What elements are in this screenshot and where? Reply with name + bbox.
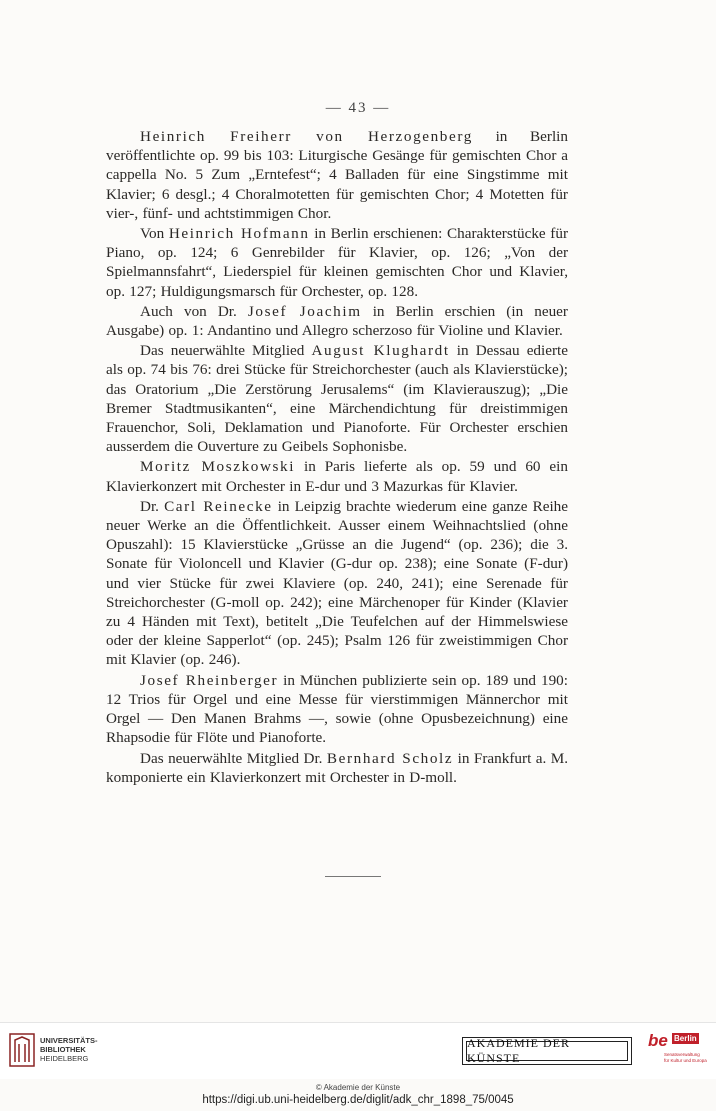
bm-logo-subtitle [664,1052,710,1063]
spaced-name: Carl Reinecke [164,497,273,515]
paragraph [106,749,568,787]
bm-logo-subtitle-line: für Kultur und Europa [664,1057,707,1063]
text-run: in Frankfurt a. M. komponierte ein Klavierkonzert mit Orchester in D-moll. [106,749,569,786]
text-run: in Dessau edierte als op. 74 bis 76: drei Stücke für Streichorchester (auch als Klavierstücke); das Oratorium „Die Zerstörung Jerusalems“ (im Klavierauszug); „Die Bremer Stadtmusikanten“, eine Märchendichtung für dreistimmigen Frauenchor, Soli, Deklamation und Pianoforte. Für Orchester erschien ausserdem die Ouverture zu Geibels Sophonisbe. [106,342,569,456]
bm-logo-be: be [648,1031,668,1050]
spaced-name: Heinrich Hofmann [168,225,310,243]
bm-logo-subtitle-line: Senatsverwaltung [664,1052,700,1057]
spaced-name: August Klughardt [311,342,450,360]
academy-label: AKADEMIE DER KÜNSTE [466,1041,628,1061]
senate-logo-link[interactable] [648,1031,710,1071]
page-number: — 43 — [325,100,391,116]
spaced-name: Bernhard Scholz [326,749,454,767]
paragraph [106,671,568,748]
library-name-line: HEIDELBERG [40,1054,89,1063]
text-run: Das neuerwählte Mitglied Dr. [140,749,327,767]
permalink-url[interactable]: https://digi.ub.uni-heidelberg.de/diglit/adk_chr_1898_75/0045 [202,1094,514,1106]
library-name-line: UNIVERSITÄTS- [40,1036,98,1045]
university-library-name [40,1036,98,1063]
text-run: Von [140,225,169,243]
paragraph [106,224,568,301]
text-run: Das neuerwählte Mitglied [140,342,312,360]
bm-logo-berlin: Berlin [674,1034,697,1043]
text-run: in Paris lieferte als op. 59 und 60 ein Klavierkonzert mit Orchester in E-dur und 3 Mazurkas für Klavier. [106,458,568,495]
paragraph [106,341,568,456]
text-run: in Leipzig brachte wiederum eine ganze Reihe neuer Werke an die Öffentlichkeit. Ausser einem Weihnachtslied (ohne Opuszahl): 15 Klavierstücke „Grüsse an die Jugend“ (op. 236); die 3. Sonate für Violoncell und Klavier (G-dur op. 238); eine Sonate (F-dur) und vier Stücke für zwei Klaviere (op. 240, 241); eine Serenade für Streichorchester (G-moll op. 242); eine Märchenoper für Kinder (Klavier zu 4 Händen mit Text), betitelt „Die Teufelchen auf der Himmelswiese oder der kleine Sapperlot“ (op. 245); Psalm 126 für zweistimmigen Chor mit Klavier (op. 246). [106,497,569,669]
university-library-logo-icon [8,1032,36,1068]
text-run: in Berlin erschienen: Charakterstücke für Piano, op. 124; 6 Genrebilder für Klavier, op. 126; „Von der Spielmannsfahrt“, Liederspiel für kleinen gemischten Chor und Klavier, op. 127; Huldigungsmarsch für Orchester, op. 128. [106,225,568,300]
copyright-notice: © Akademie der Künste [315,1083,401,1092]
paragraph [106,302,568,340]
paragraph [106,497,568,670]
spaced-name: Moritz Moszkowski [140,458,296,476]
academy-logo-link[interactable] [462,1037,632,1065]
text-run: Auch von Dr. [140,302,248,320]
paragraph [106,127,568,223]
spaced-name: Josef Rheinberger [140,671,279,689]
body-text [106,127,568,787]
text-run: Dr. [140,497,165,515]
spaced-name: Josef Joachim [247,302,362,320]
text-run: in Berlin veröffentlichte op. 99 bis 103: Liturgische Gesänge für gemischten Chor a cappella No. 5 Zum „Erntefest“; 4 Balladen für eine Singstimme mit Klavier; 6 desgl.; 4 Choralmotetten für gemischten Chor; 4 Motetten für vier-, fünf- und achtstimmigen Chor. [106,128,568,222]
text-run: in München publizierte sein op. 189 und 190: 12 Trios für Orgel und eine Messe für vierstimmigen Männerchor mit Orgel — Den Manen Brahms —, sowie (ohne Opusbezeichnung) eine Rhapsodie für Flöte und Pianoforte. [106,671,568,747]
spaced-name: Heinrich Freiherr von Herzogenberg [140,128,473,145]
text-run: in Berlin erschien (in neuer Ausgabe) op. 1: Andantino und Allegro scherzoso für Violine und Klavier. [106,302,568,340]
paragraph [106,457,568,495]
end-rule [325,876,381,877]
library-name-line: BIBLIOTHEK [40,1045,86,1054]
